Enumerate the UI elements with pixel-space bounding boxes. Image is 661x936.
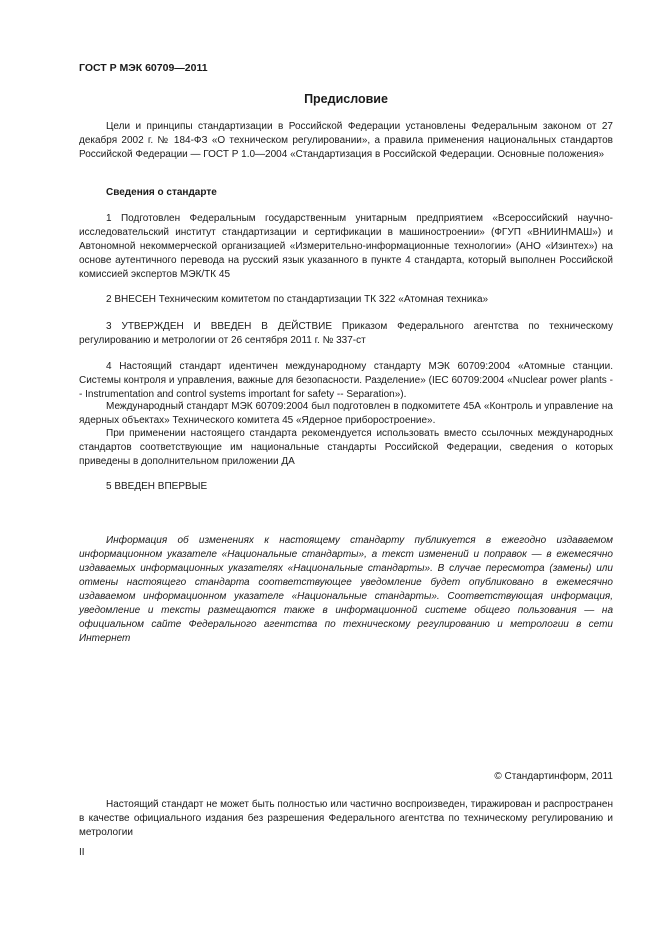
paragraph-international: Международный стандарт МЭК 60709:2004 был подготовлен в подкомитете 45А «Контроль и управление на ядерных объектах» Технического комитета 45 «Ядерное приборостроение». <box>79 401 613 426</box>
section-heading: Сведения о стандарте <box>106 187 217 198</box>
page-title: Предисловие <box>304 92 388 106</box>
paragraph-introduced: 5 ВВЕДЕН ВПЕРВЫЕ <box>106 481 208 492</box>
paragraph-prepared: 1 Подготовлен Федеральным государственным унитарным предприятием «Всероссийский научно-исследовательский институт стандартизации и сертификации в машиностроении» (ФГУП «ВНИИНМАШ») и Автономной некоммерческой организацией «Измерительно-информационные технологии» (АНО «Изинтех») на основе аутентичного перевода на русский язык указанного в пункте 4 стандарта, который выполнен Российской комиссией экспертов МЭК/ТК 45 <box>79 213 613 280</box>
paragraph-approved: 3 УТВЕРЖДЕН И ВВЕДЕН В ДЕЙСТВИЕ Приказом Федерального агентства по техническому регулированию и метрологии от 26 сентября 2011 г. № 337-ст <box>79 321 613 346</box>
copyright: © Стандартинформ, 2011 <box>494 771 613 782</box>
paragraph-changes-info: Информация об изменениях к настоящему стандарту публикуется в ежегодно издаваемом информационном указателе «Национальные стандарты», а текст изменений и поправок — в ежемесячно издаваемых информационных указателях «Национальные стандарты». В случае пересмотра (замены) или отмены настоящего стандарта соответствующее уведомление будет опубликовано в ежемесячно издаваемом информационном указателе «Национальные стандарты». Соответствующая информация, уведомление и тексты размещаются также в информационной системе общего пользования — на официальном сайте Федерального агентства по техническому регулированию и метрологии в сети Интернет <box>79 535 613 644</box>
page-number: II <box>79 847 85 858</box>
paragraph-submitted: 2 ВНЕСЕН Техническим комитетом по стандартизации ТК 322 «Атомная техника» <box>106 294 489 305</box>
paragraph-application: При применении настоящего стандарта рекомендуется использовать вместо ссылочных международных стандартов соответствующие им национальные стандарты Российской Федерации, сведения о которых приведены в дополнительном приложении ДА <box>79 428 613 467</box>
document-code: ГОСТ Р МЭК 60709—2011 <box>79 62 208 74</box>
paragraph-goals: Цели и принципы стандартизации в Российской Федерации установлены Федеральным законом от 27 декабря 2002 г. № 184-ФЗ «О техническом регулировании», а правила применения национальных стандартов Российской Федерации — ГОСТ Р 1.0—2004 «Стандартизация в Российской Федерации. Основные положения» <box>79 121 613 160</box>
paragraph-reproduction: Настоящий стандарт не может быть полностью или частично воспроизведен, тиражирован и распространен в качестве официального издания без разрешения Федерального агентства по техническому регулированию и метрологии <box>79 799 613 838</box>
paragraph-identical: 4 Настоящий стандарт идентичен международному стандарту МЭК 60709:2004 «Атомные станции. Системы контроля и управления, важные для безопасности. Разделение» (IEC 60709:2004 «Nuclear power plants -- Instrumentation and control systems important for safety -- Separation»). <box>79 361 613 400</box>
